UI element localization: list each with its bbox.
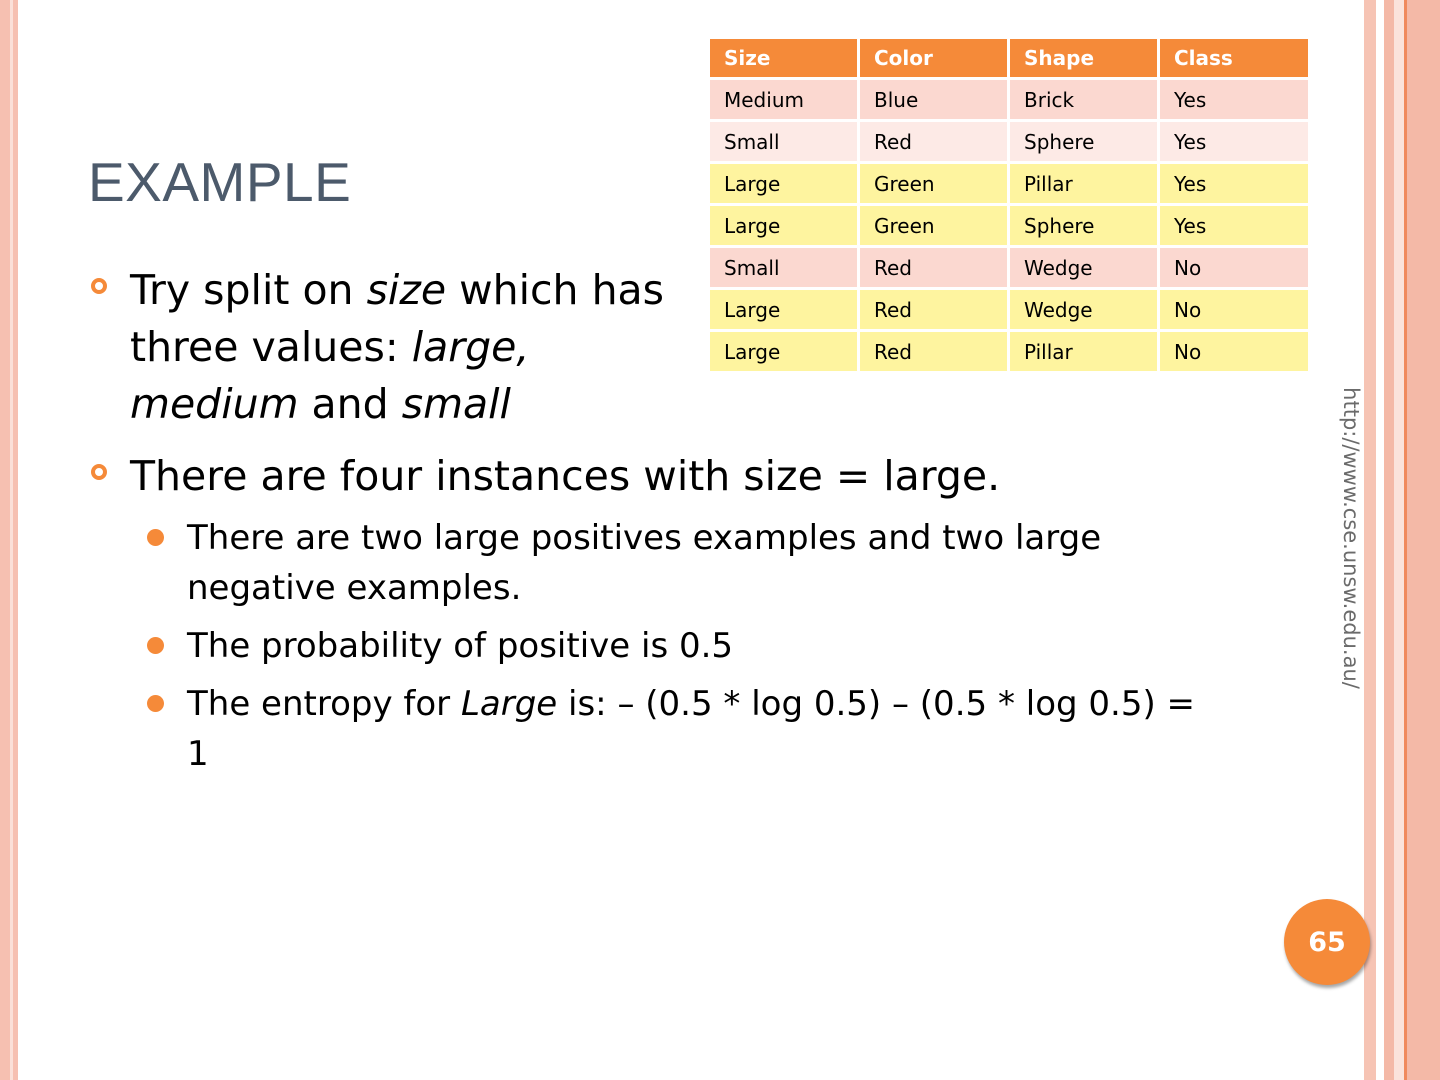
- cell-class: No: [1159, 247, 1310, 289]
- cell-shape: Wedge: [1009, 289, 1159, 331]
- table-row: [709, 163, 1310, 205]
- right-stripe-1: [1364, 0, 1376, 1080]
- ring-bullet-icon: [91, 278, 107, 294]
- cell-shape: Pillar: [1009, 331, 1159, 373]
- cell-class: Yes: [1159, 163, 1310, 205]
- header-class: Class: [1159, 38, 1310, 79]
- entropy-large-word: Large: [460, 684, 558, 724]
- cell-color: Green: [859, 163, 1009, 205]
- sub-bullet-entropy: [88, 679, 1208, 779]
- cell-class: No: [1159, 331, 1310, 373]
- cell-color: Red: [859, 289, 1009, 331]
- cell-size: Large: [709, 331, 859, 373]
- slide-title: EXAMPLE: [88, 151, 352, 213]
- cell-shape: Wedge: [1009, 247, 1159, 289]
- header-shape: Shape: [1009, 38, 1159, 79]
- probability-text: The probability of positive is 0.5: [187, 626, 734, 666]
- table-row: [709, 205, 1310, 247]
- dot-bullet-icon: [147, 695, 164, 712]
- cell-shape: Sphere: [1009, 121, 1159, 163]
- cell-size: Large: [709, 289, 859, 331]
- cell-size: Medium: [709, 79, 859, 121]
- cell-class: No: [1159, 289, 1310, 331]
- side-url: http://www.cse.unsw.edu.au/: [1339, 387, 1363, 689]
- cell-class: Yes: [1159, 205, 1310, 247]
- cell-color: Green: [859, 205, 1009, 247]
- cell-size: Large: [709, 205, 859, 247]
- four-instances-text: There are four instances with size = large.: [130, 452, 1001, 500]
- cell-size: Large: [709, 163, 859, 205]
- cell-size: Small: [709, 121, 859, 163]
- cell-shape: Pillar: [1009, 163, 1159, 205]
- left-border-inner: [10, 0, 13, 1080]
- entropy-formula: is: – (0.5 * log 0.5) – (0.5 * log 0.5) = 1: [187, 684, 1196, 774]
- cell-class: Yes: [1159, 121, 1310, 163]
- table-row: [709, 121, 1310, 163]
- try-split-text: Try split on: [130, 266, 367, 314]
- small-word: small: [401, 380, 511, 428]
- bullet-try-split: [88, 262, 690, 433]
- right-stripe-6: [1407, 0, 1440, 1080]
- right-stripe-2: [1376, 0, 1384, 1080]
- cell-color: Red: [859, 331, 1009, 373]
- cell-color: Red: [859, 247, 1009, 289]
- header-color: Color: [859, 38, 1009, 79]
- values-italic: large, medium: [130, 323, 530, 428]
- two-large-text: There are two large positives examples and two large negative examples.: [187, 518, 1102, 608]
- right-stripe-3: [1384, 0, 1394, 1080]
- table-header-row: [709, 38, 1310, 79]
- bullet-four-instances: [88, 448, 1208, 505]
- dot-bullet-icon: [147, 529, 164, 546]
- entropy-prefix: The entropy for: [187, 684, 461, 724]
- bullet-list: [88, 262, 1208, 779]
- right-stripe-4: [1394, 0, 1404, 1080]
- sub-bullet-two-large: [88, 513, 1208, 613]
- dot-bullet-icon: [147, 637, 164, 654]
- cell-color: Red: [859, 121, 1009, 163]
- page-number-badge: 65: [1284, 899, 1370, 985]
- cell-size: Small: [709, 247, 859, 289]
- sub-bullet-probability: [88, 621, 1208, 671]
- left-border-decoration: [0, 0, 18, 1080]
- cell-class: Yes: [1159, 79, 1310, 121]
- cell-shape: Brick: [1009, 79, 1159, 121]
- three-values-text: which has three values:: [130, 266, 665, 371]
- header-size: Size: [709, 38, 859, 79]
- size-word: size: [366, 266, 447, 314]
- cell-color: Blue: [859, 79, 1009, 121]
- cell-shape: Sphere: [1009, 205, 1159, 247]
- table-row: [709, 79, 1310, 121]
- ring-bullet-icon: [91, 464, 107, 480]
- and-word: and: [298, 380, 402, 428]
